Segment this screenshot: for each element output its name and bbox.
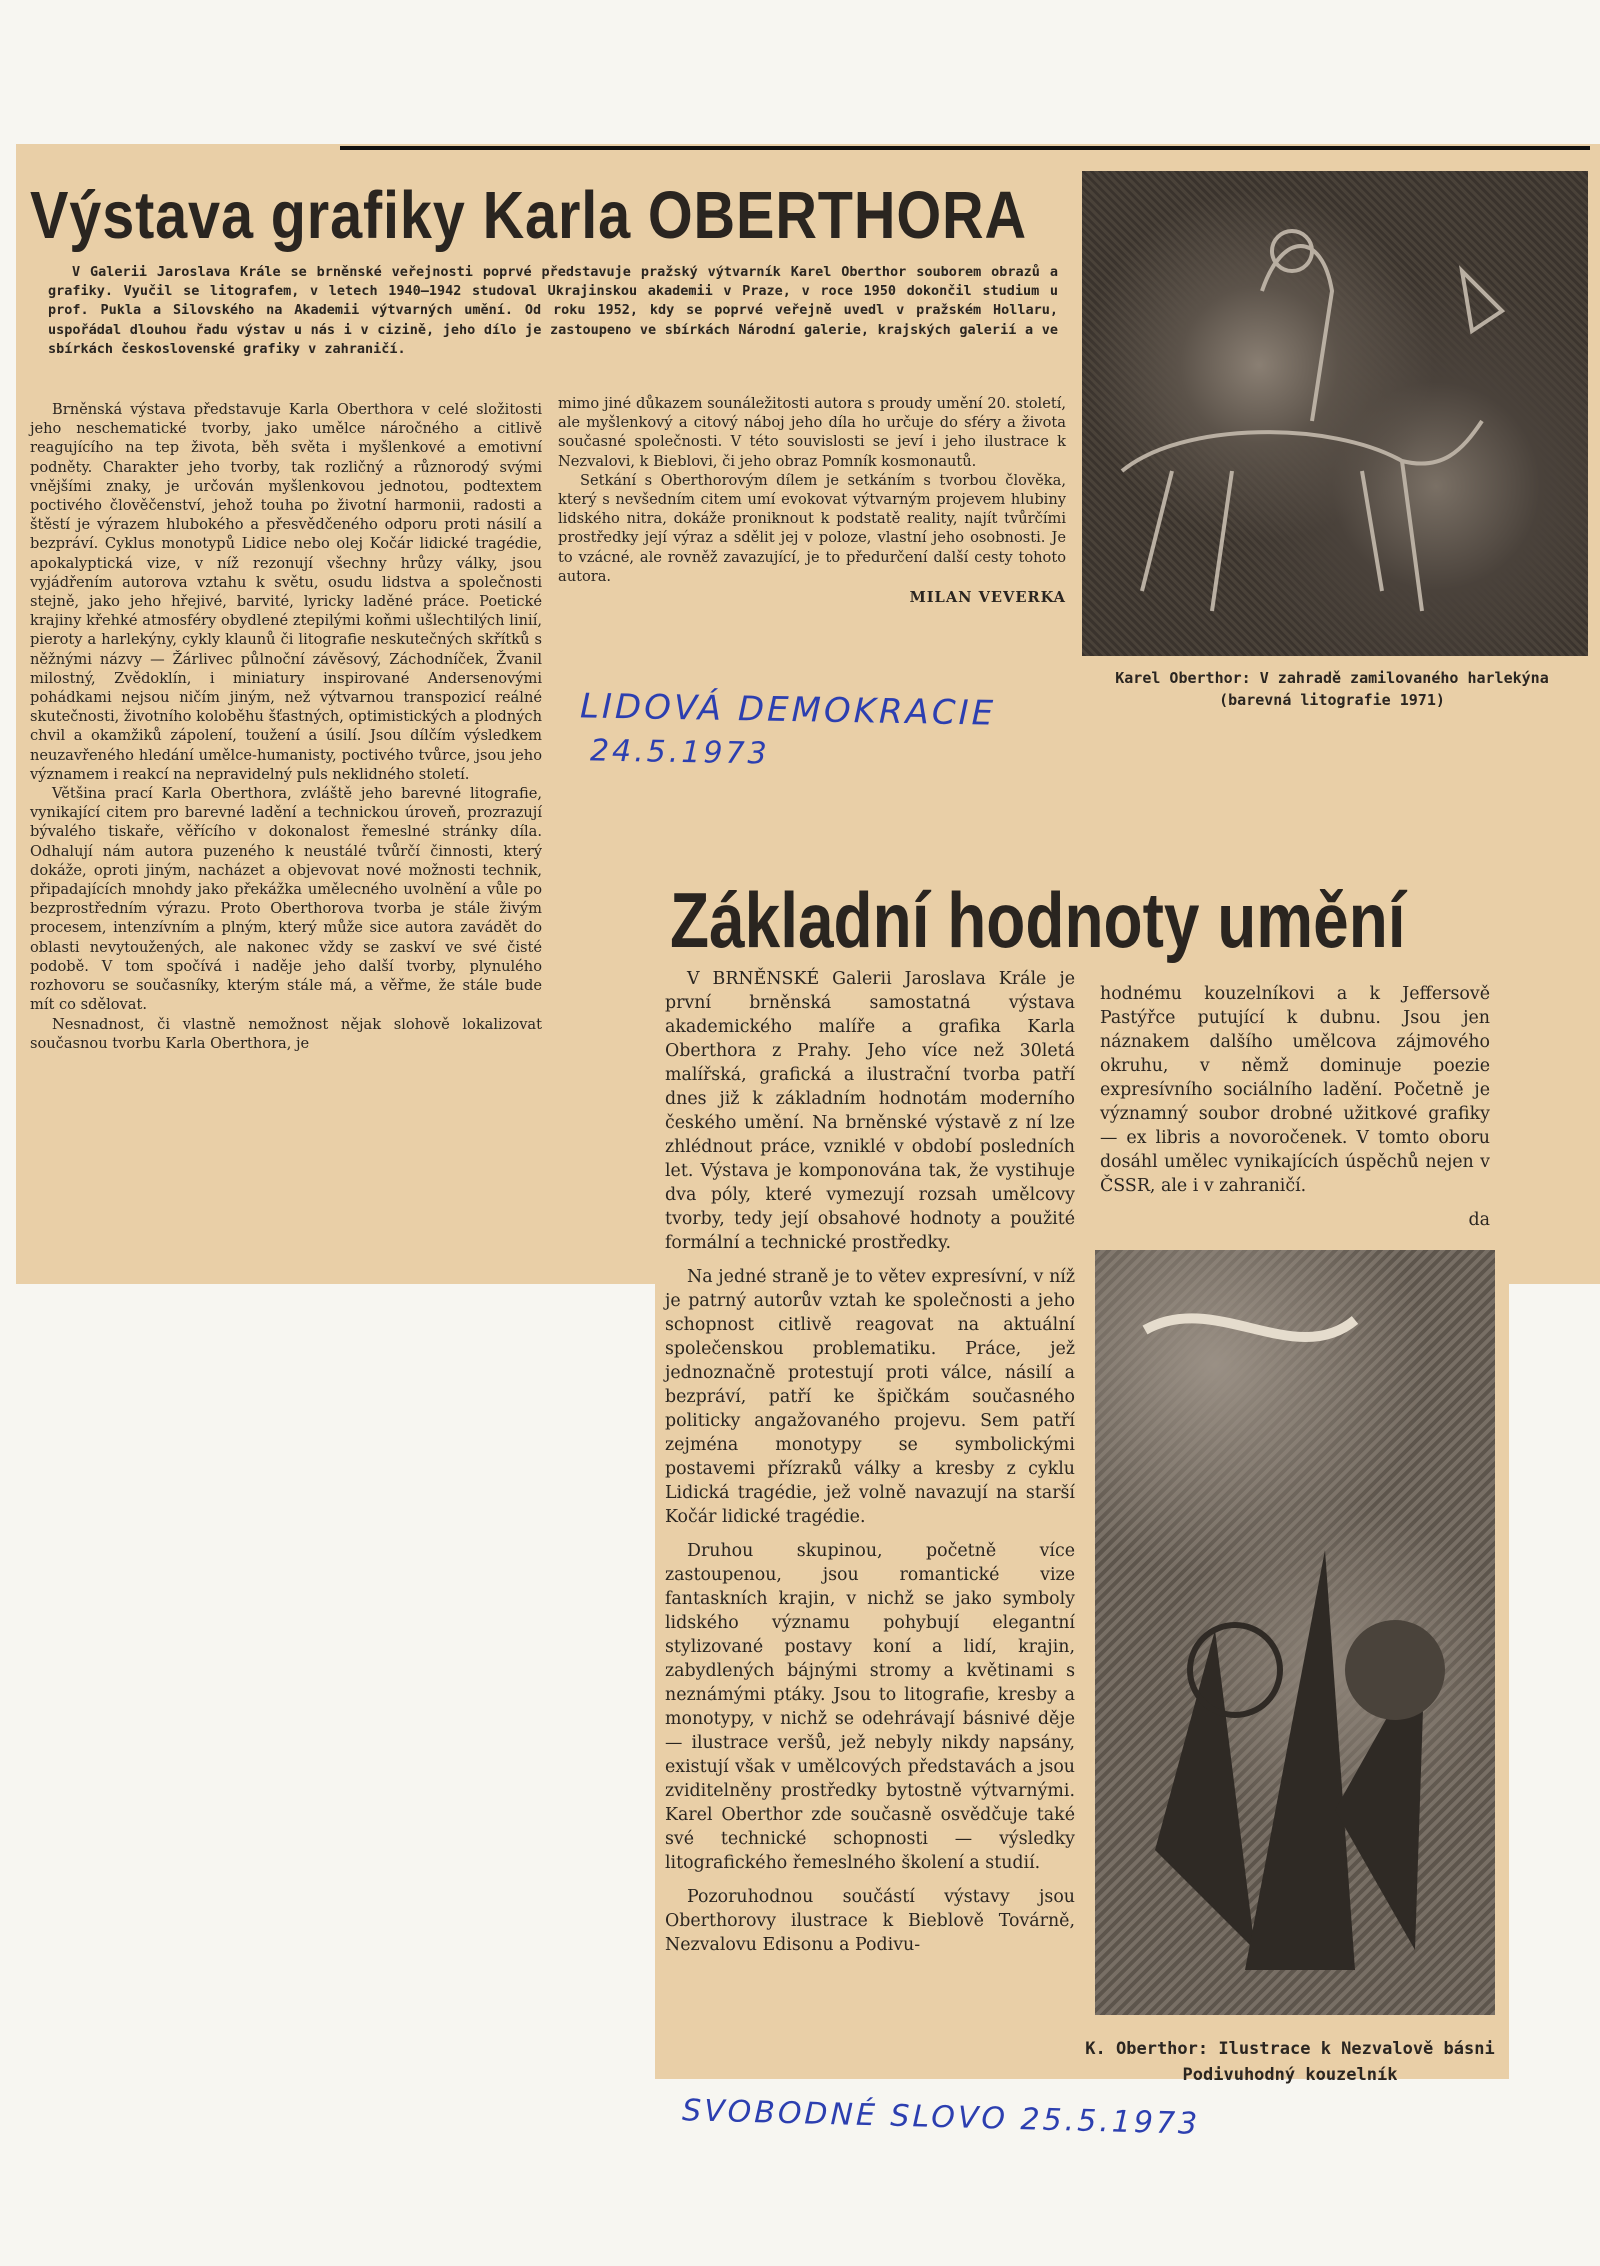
article-b-paragraph: V BRNĚNSKÉ Galerii Jaroslava Krále je první brněnská samostatná výstava akademického malíře a grafika Karla Oberthora z Prahy. Jeho více než 30letá malířská, grafická a ilustrační tvorba patří dnes již k základním hodnotám moderního českého umění. Na brněnské výstavě z ní lze zhlédnout práce, vzniklé v období posledních let. Výstava je komponována tak, že vystihuje dva póly, které vymezují rozsah umělcovy tvorby, tedy její obsahové hodnoty a použité formální a technické prostředky. — [665, 969, 1075, 1253]
article-b-column-1 — [665, 967, 1075, 1967]
article-b-column-2 — [1100, 982, 1490, 1242]
article-a-column-1 — [30, 400, 542, 1053]
handwritten-date: 24.5.1973 — [589, 733, 770, 772]
article-a-headline: Výstava grafiky Karla OBERTHORA — [30, 178, 1027, 253]
illustration-podivuhodny-kouzelnik — [1095, 1250, 1495, 2015]
article-a-column-2 — [558, 394, 1066, 607]
article-a-photo-caption: Karel Oberthor: V zahradě zamilovaného harlekýna (barevná litografie 1971) — [1115, 669, 1549, 709]
article-b-photo — [1095, 1250, 1495, 2015]
article-a-paragraph: Setkání s Oberthorovým dílem je setkáním s tvorbou člověka, který s nevšedním citem umí evokovat výtvarným projevem hlubiny lidského nitra, dokáže proniknout k podstatě reality, najít tvůrčími prostředky její výraz a sdělit jej v poloze, vlastní jeho osobnosti. Je to vzácné, ale rovněž zavazující, je to předurčení další cesty tohoto autora. — [558, 471, 1066, 585]
article-a-paragraph: mimo jiné důkazem sounáležitosti autora s proudy umění 20. století, ale myšlenkový a citový náboj jeho díla ho určuje do sféry a života současné společnosti. V této souvislosti se jeví i jeho ilustrace k Nezvalovi, k Bieblovi, či jeho obraz Pomník kosmonautů. — [558, 395, 1066, 470]
handwritten-newspaper-name: LIDOVÁ DEMOKRACIE — [579, 686, 997, 734]
article-a-author: MILAN VEVERKA — [909, 589, 1066, 607]
article-a-photo — [1082, 171, 1588, 656]
article-b-photo-caption: K. Oberthor: Ilustrace k Nezvalově básni Podivuhodný kouzelník — [1085, 2039, 1495, 2085]
article-b-headline: Základní hodnoty umění — [670, 876, 1406, 964]
article-a-paragraph: Většina prací Karla Oberthora, zvláště jeho barevné litografie, vynikající citem pro barevné ladění a technickou úroveň, prozrazují bývalého tiskaře, věřícího v dokonalost řemeslné stránky díla. Odhalují nám autora puzeného k neustálé tvůrčí činnosti, který dokáže, oproti jiným, nacházet a objevovat nové možnosti technik, připadajících mnohdy jako překážka umělecného uvolnění a vůle po bezprostředním výrazu. Proto Oberthorova tvorba je stále živým procesem, intenzívním a plným, který může sice autora zavádět do oblasti nevytoužených, ale nakonec vždy se zaskví ve své čisté podobě. V tom spočívá i naděje jeho další tvorby, plynulého rozhovoru se současníky, kterým stále má, a věřme, že stále bude mít co sdělovat. — [30, 785, 542, 1014]
article-b-paragraph: Druhou skupinou, početně více zastoupenou, jsou romantické vize fantaskních krajin, v nichž se jako symboly lidského významu pohybují elegantní stylizované postavy koní a lidí, krajin, zabydlených bájnými stromy a květinami s neznámými ptáky. Jsou to litografie, kresby a monotypy, v nichž se odehrávají básnivé děje — ilustrace veršů, jež nebyly nikdy napsány, existují však v umělcových představách a jsou zviditelněny prostředky bytostně výtvarnými. Karel Oberthor zde současně osvědčuje také své technické schopnosti — výsledky litografického řemeslného školení a studií. — [665, 1541, 1075, 1873]
handwritten-source-note: SVOBODNÉ SLOVO 25.5.1973 — [681, 2093, 1201, 2142]
harlequin-illustration — [1082, 171, 1588, 656]
article-a-paragraph: Brněnská výstava představuje Karla Oberthora v celé složitosti jeho neschematické tvorby, jako umělce náročného a citlivě reagujícího na tep života, běh světa i myšlenkové a emotivní podněty. Charakter jeho tvorby, tak rozličný a různorodý svými vnějšími znaky, je určován myšlenkovou jednotou, podtextem poctivého člověčenství, jehož touha po životní harmonii, radosti a štěstí je výrazem hlubokého a přesvědčeného odporu proti násilí a bezpráví. Cyklus monotypů Lidice nebo olej Kočár lidické tragédie, apokalyptická vize, v níž rezonují všechny hrůzy války, jsou vyjádřením autorova vztahu k světu, osudu lidstva a společnosti stejně, jako jeho hřejivé, barvité, lyricky laděné práce. Poetické krajiny křehké atmosféry obydlené ztepilými koňmi ušlechtilých linií, pieroty a harlekýny, cykly klaunů či litografie neskutečných skřítků s něžnými názvy — Žárlivec půlnoční závěsový, Záchodníček, Žvanil milostný, Zvědoklín, i miniatury inspirované Andersenovými pohádkami nejsou ničím jiným, než výtvarnou transpozicí reálné skutečnosti, životního koloběhu šťastných, optimistických a plodných chvil a okamžiků zápolení, toužení a úsilí. Jsou dílčím výsledkem neuzavřeného hledání umělce-humanisty, poctivého tvůrce, jsou jeho významem i reakcí na nepravidelný puls neklidného století. — [30, 401, 542, 783]
article-a-lead: V Galerii Jaroslava Krále se brněnské veřejnosti poprvé představuje pražský výtvarník Karel Oberthor souborem obrazů a grafiky. Vyučil se litografem, v letech 1940—1942 studoval Ukrajinskou akademii v Praze, v roce 1950 dokončil studium u prof. Pukla a Silovského na Akademii výtvarných umění. Od roku 1952, kdy se poprvé veřejně uvedl v pražském Hollaru, uspořádal dlouhou řadu výstav u nás i v cizině, jeho dílo je zastoupeno ve sbírkách Národní galerie, krajských galerií a ve sbírkách československé grafiky v zahraničí. — [48, 264, 1058, 357]
article-b-paragraph: Pozoruhodnou součástí výstavy jsou Oberthorovy ilustrace k Bieblově Továrně, Nezvalovu Edisonu a Podivu- — [665, 1887, 1075, 1955]
article-b-paragraph: Na jedné straně je to větev expresívní, v níž je patrný autorův vztah ke společnosti a jeho schopnost citlivě reagovat na aktuální společenskou problematiku. Práce, jež jednoznačně protestují proti válce, násilí a bezpráví, patří ke špičkám současného politicky angažovaného projevu. Sem patří zejména monotypy se symbolickými postavemi přízraků války a kresby z cyklu Lidická tragédie, jež volně navazují na starší Kočár lidické tragédie. — [665, 1267, 1075, 1527]
article-a-paragraph: Nesnadnost, či vlastně nemožnost nějak slohově lokalizovat současnou tvorbu Karla Oberthora, je — [30, 1015, 542, 1052]
article-b-paragraph: hodnému kouzelníkovi a k Jeffersově Pastýřce putující k dubnu. Jsou jen náznakem dalšího umělcova zájmového okruhu, v němž dominuje poezie expresívního sociálního ladění. Početně je významný soubor drobné užitkové grafiky — ex libris a novoročenek. V tomto oboru dosáhl umělec vynikajících úspěchů nejen v ČSSR, ale i v zahraničí. — [1100, 984, 1490, 1196]
top-rule — [340, 146, 1590, 150]
article-b-fragment: da — [1468, 1210, 1490, 1230]
